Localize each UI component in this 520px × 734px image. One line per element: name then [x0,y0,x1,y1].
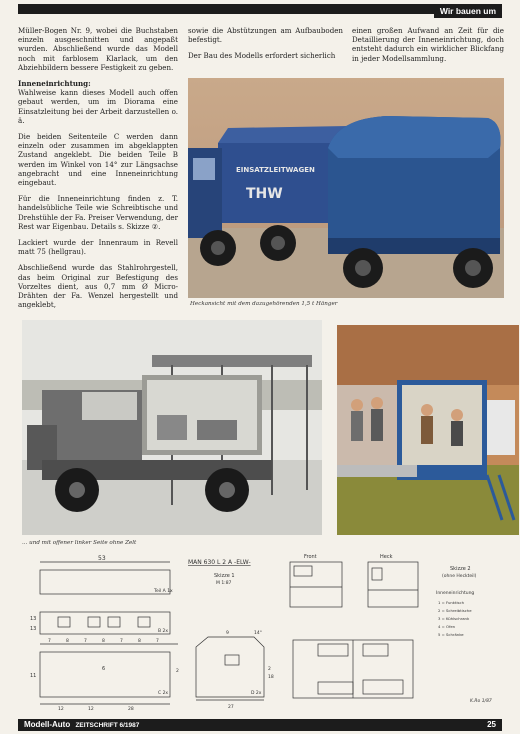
label-front: Front [304,554,317,560]
legend-item: 2 = Schreibtische [438,608,472,613]
legend-item: 4 = Ofen [438,624,456,629]
photo-truck-trailer [188,78,504,298]
paragraph: Die beiden Seitenteile C werden dann einzeln oder zusammen im abgeklappten Zustand angeklebt. Die beiden Teile B werden im Winkel von 14° zur Längsachse angebracht und eine Inneneinrichtung eingebaut. [18,132,178,188]
dim-c-top: 6 [102,666,106,672]
label-teil-b: B 2x [158,629,169,634]
paragraph: sowie die Abstützungen am Aufbauboden befestigt. [188,26,343,45]
truck-trailer-image [188,78,504,298]
legend-item: 3 = Kühlschrank [438,616,470,621]
section-tag: Wir bauen um [434,4,502,18]
dim-seg-3: 7 [84,639,87,644]
dim-d-side-2: 18 [268,675,274,680]
legend-item: 5 = Schränke [438,632,464,637]
legend-title: Inneneinrichtung [436,591,475,596]
heading-inneneinrichtung: Inneneinrichtung: [18,79,91,89]
dim-side-h1: 13 [30,616,37,622]
dim-seg-5: 7 [120,639,123,644]
dim-c-bottom-1: 12 [58,707,64,712]
paragraph: Wahlweise kann dieses Modell auch offen gebaut werden, um im Diorama eine Einsatzleitung bei der Arbeit darzustellen o. ä. [18,88,178,125]
skizze2-subtitle: (ohne Heckteil) [442,574,477,579]
dim-d-side-1: 2 [268,667,271,672]
dim-seg-4: 8 [102,639,105,644]
header-bar [18,4,502,14]
paragraph: Für die Inneneinrichtung finden z. T. handelsübliche Teile wie Schreibtische und Drehstühle der Fa. Preiser Verwendung, der Rest war Eigenbau. Details s. Skizze ②. [18,194,178,231]
column-left [18,26,178,316]
dim-c-side: 2 [176,669,179,674]
signature: K.Ro 1/87 [470,699,492,704]
footer-issue: ZEITSCHRIFT 6/1987 [75,722,140,729]
sketch-subtitle-1: Skizze 1 [214,573,235,579]
dim-c-bottom-3: 28 [128,707,134,712]
caption-top-photo: Heckansicht mit dem dazugehörenden 1,5 t Hänger [190,301,338,307]
photo-truck-open [22,320,322,535]
legend-item: 1 = Funktisch [438,600,465,605]
paragraph: Müller-Bogen Nr. 9, wobei die Buchstaben einzeln ausgeschnitten und angepaßt wurden. Abschließend wurde das Modell noch mit farblosem Klarlack, um den Abziehbildern bessere Festigkeit zu geben. [18,26,178,72]
dim-seg-6: 8 [138,639,141,644]
sketch-title: MAN 630 L 2 A -ELW- [188,559,251,566]
dim-d-top: 9 [226,631,229,636]
column-right [352,26,504,70]
truck-label-1: EINSATZLEITWAGEN [236,166,315,174]
paragraph: Der Bau des Modells erfordert sicherlich [188,51,336,61]
label-teil-d: D 2x [251,691,262,696]
interior-image [337,325,519,535]
footer-bar [18,719,502,731]
dim-seg-2: 8 [66,639,69,644]
column-middle [188,26,343,68]
label-teil-c: C 2x [158,691,169,696]
technical-sketches [18,552,506,712]
paragraph: Abschließend wurde das Stahlrohrgestell, das beim Original zur Befestigung des Vorzeltes dient, aus 0,7 mm Ø Micro-Drähten der Fa. Wenzel hergestellt und angeklebt, [18,263,178,310]
dim-c-height: 11 [30,673,37,679]
photo-interior [337,325,519,535]
skizze2-title: Skizze 2 [450,566,471,572]
label-heck: Heck [380,554,393,560]
footer-magazine: Modell-Auto [24,720,71,729]
dim-side-h2: 13 [30,626,37,632]
sketch-drawing [18,552,506,712]
paragraph: einen großen Aufwand an Zeit für die Detaillierung der Inneneinrichtung, doch entsteht dadurch ein wirklicher Blickfang in jeder Modellsammlung. [352,26,504,63]
dim-c-bottom-2: 12 [88,707,94,712]
truck-open-image [22,320,322,535]
label-teil-a: Teil A 1x [154,589,173,594]
caption-bottom-left-photo: ... und mit offener linker Seite ohne Zelt [22,540,137,546]
sketch-subtitle-2: M 1:87 [216,581,232,586]
dim-seg-1: 7 [48,639,51,644]
truck-label-2: THW [246,186,283,202]
dim-floor-width: 27 [228,705,234,710]
paragraph: Lackiert wurde der Innenraum in Revell matt 75 (hellgrau). [18,238,178,257]
dim-d-angle: 14° [254,631,262,636]
dim-top-width: 53 [98,555,106,562]
page-number: 25 [487,720,496,729]
dim-seg-7: 7 [156,639,159,644]
